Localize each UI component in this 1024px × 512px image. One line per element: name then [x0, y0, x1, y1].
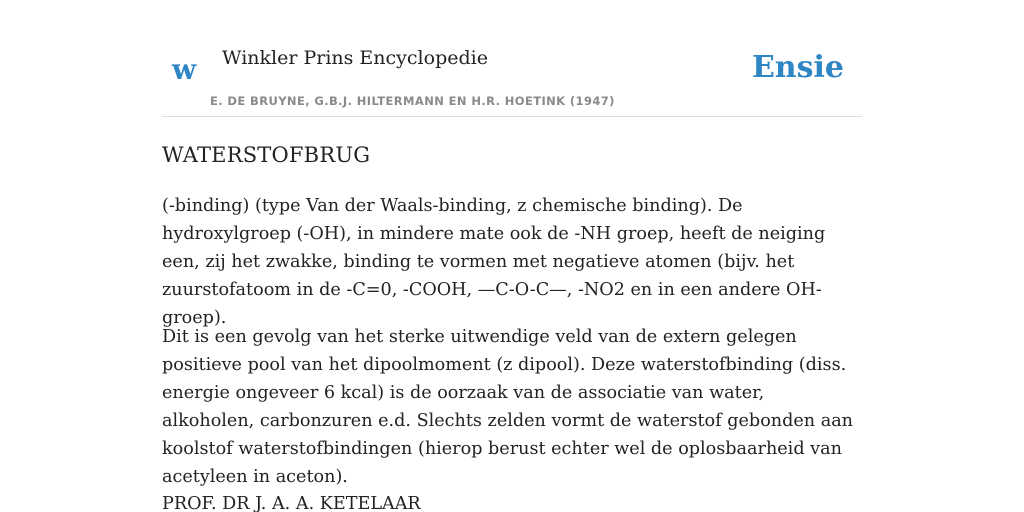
page [162, 0, 862, 512]
site-header [162, 0, 862, 117]
entry-paragraph: Dit is een gevolg van het sterke uitwendige veld van de extern gelegen positieve pool van het dipoolmoment (z dipool). Deze waterstofbinding (diss. energie ongeveer 6 kcal) is de oorzaak van de associatie van water, alkoholen, carbonzuren e.d. Slechts zelden vormt de waterstof gebonden aan koolstof waterstofbindingen (hierop berust echter wel de oplosbaarheid van acetyleen in aceton). [162, 327, 854, 487]
entry-author: PROF. DR J. A. A. KETELAAR [162, 494, 421, 512]
ensie-brand-logo[interactable]: Ensie [751, 50, 844, 85]
winkler-prins-logo-icon[interactable]: w [172, 53, 197, 86]
site-title[interactable]: Winkler Prins Encyclopedie [222, 47, 488, 69]
entry-title: WATERSTOFBRUG [162, 143, 371, 167]
entry-paragraph: (-binding) (type Van der Waals-binding, z chemische binding). De hydroxylgroep (-OH), in mindere mate ook de -NH groep, heeft de neiging een, zij het zwakke, binding te vormen met negatieve atomen (bijv. het zuurstofatoom in de -C=0, -COOH, —C-O-C—, -NO2 en in een andere OH-groep). [162, 196, 826, 328]
editors-credit: E. DE BRUYNE, G.B.J. HILTERMANN EN H.R. HOETINK (1947) [210, 94, 615, 108]
